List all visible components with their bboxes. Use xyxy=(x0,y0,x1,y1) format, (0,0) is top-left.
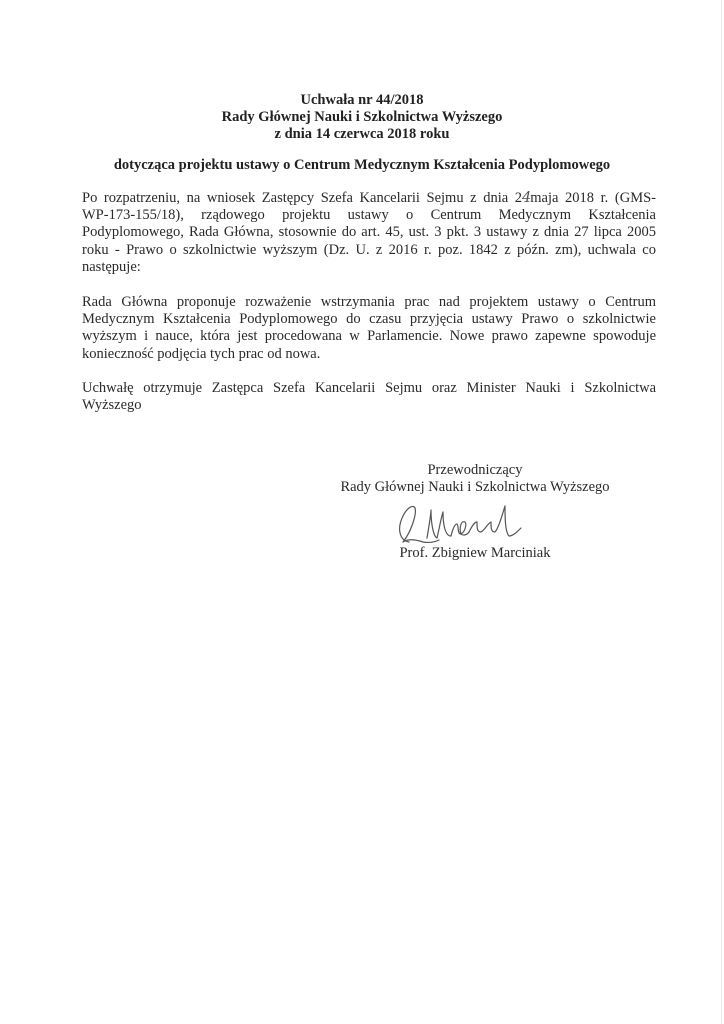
resolution-date: z dnia 14 czerwca 2018 roku xyxy=(274,126,450,142)
paragraph-3 xyxy=(82,380,656,414)
signatory-name: Prof. Zbigniew Marciniak xyxy=(399,545,551,561)
paragraph-2-line-1: Rada Główna proponuje rozważenie wstrzymania prac nad projektem ustawy o Centrum xyxy=(82,294,656,310)
resolution-subject: dotycząca projektu ustawy o Centrum Medycznym Kształcenia Podyplomowego xyxy=(113,157,611,173)
handwritten-signature-icon xyxy=(395,502,545,546)
resolution-issuer: Rady Głównej Nauki i Szkolnictwa Wyższego xyxy=(221,109,503,125)
paragraph-1-line-5: następuje: xyxy=(82,258,141,275)
signatory-role: Przewodniczący xyxy=(427,462,523,478)
handwritten-digit: 4 xyxy=(522,190,531,206)
signatory-body: Rady Głównej Nauki i Szkolnictwa Wyższego xyxy=(340,479,610,495)
paragraph-1-line-1 xyxy=(82,190,656,207)
paragraph-2 xyxy=(82,294,656,363)
paragraph-3-line-2: Wyższego xyxy=(82,397,142,414)
line-text-tail: maja 2018 r. (GMS- xyxy=(530,190,656,206)
line-text: Po rozpatrzeniu, na wniosek Zastępcy Szefa Kancelarii Sejmu z dnia 2 xyxy=(82,190,523,206)
paragraph-1-line-3: Podyplomowego, Rada Główna, stosownie do art. 45, ust. 3 pkt. 3 ustawy z dnia 27 lipca 2005 xyxy=(82,224,656,241)
page-edge xyxy=(721,0,722,1024)
paragraph-1 xyxy=(82,190,656,276)
paragraph-1-line-2: WP-173-155/18), rządowego projektu ustawy o Centrum Medycznym Kształcenia xyxy=(82,207,656,224)
paragraph-2-line-4: konieczność podjęcia tych prac od nowa. xyxy=(82,345,321,362)
paragraph-2-line-2: Medycznym Kształcenia Podyplomowego do czasu przyjęcia ustawy Prawo o szkolnictwie xyxy=(82,311,656,328)
paragraph-1-line-4: roku - Prawo o szkolnictwie wyższym (Dz. U. z 2016 r. poz. 1842 z późn. zm), uchwala co xyxy=(82,241,656,258)
resolution-title: Uchwała nr 44/2018 xyxy=(300,92,424,108)
paragraph-3-line-1: Uchwałę otrzymuje Zastępca Szefa Kancelarii Sejmu oraz Minister Nauki i Szkolnictwa xyxy=(82,380,656,396)
paragraph-2-line-3: wyższym i nauce, która jest procedowana w Parlamencie. Nowe prawo zapewne spowoduje xyxy=(82,328,656,345)
